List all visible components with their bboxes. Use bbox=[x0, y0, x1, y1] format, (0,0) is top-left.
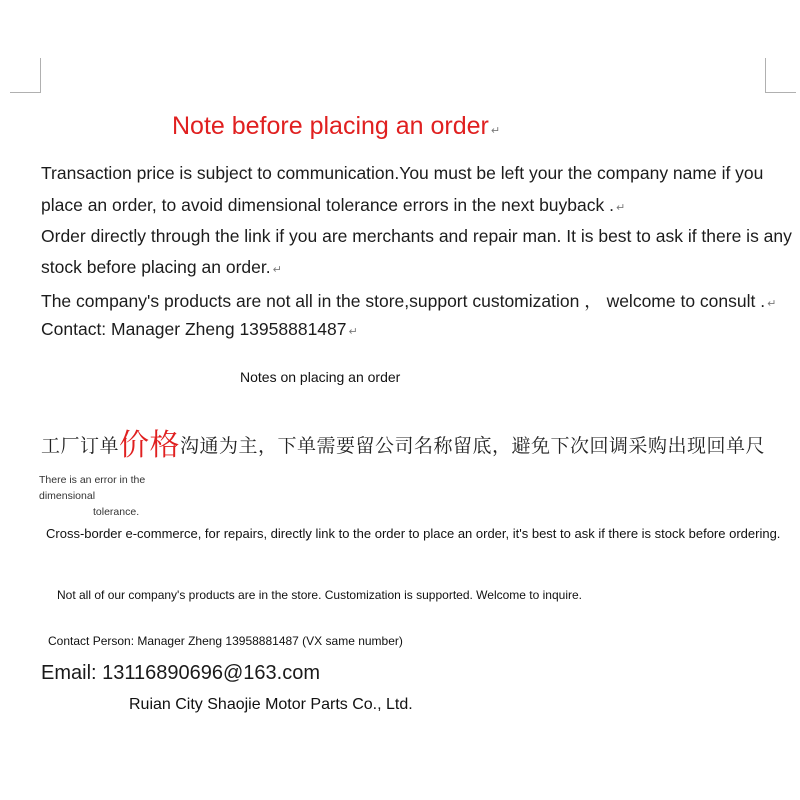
contact-person-note: Contact Person: Manager Zheng 13958881487 (VX same number) bbox=[48, 634, 403, 648]
page-corner-mark-right bbox=[765, 58, 796, 93]
paragraph-mark-icon: ↵ bbox=[615, 202, 626, 214]
tolerance-note: There is an error in the dimensional tolerance. bbox=[39, 474, 146, 518]
paragraph-mark-icon: ↵ bbox=[767, 298, 777, 310]
cross-border-note: Cross-border e-commerce, for repairs, directly link to the order to place an order, it's best to ask if there is stock before ordering. bbox=[46, 526, 781, 541]
chinese-notice-line: 工厂订单价格沟通为主，下单需要留公司名称留底，避免下次回调采购出现回单尺 bbox=[41, 428, 766, 463]
paragraph-line-5: The company's products are not all in the store,support customization ， welcome to consult . ↵ bbox=[41, 291, 777, 311]
page-corner-mark-left bbox=[10, 58, 41, 93]
company-name: Ruian City Shaojie Motor Parts Co., Ltd. bbox=[129, 696, 413, 713]
paragraph-mark-icon: ↵ bbox=[490, 125, 501, 137]
paragraph-line-3: Order directly through the link if you are merchants and repair man. It is best to ask if there is any bbox=[41, 226, 792, 246]
notes-heading: Notes on placing an order bbox=[240, 369, 401, 385]
contact-line: Contact: Manager Zheng 13958881487 ↵ bbox=[41, 319, 358, 339]
store-note: Not all of our company's products are in the store. Customization is supported. Welcome to inquire. bbox=[57, 588, 582, 602]
chinese-price-emphasis: 价格 bbox=[119, 428, 181, 463]
paragraph-line-2: place an order, to avoid dimensional tolerance errors in the next buyback . ↵ bbox=[41, 195, 626, 215]
paragraph-line-4: stock before placing an order. ↵ bbox=[41, 257, 282, 277]
paragraph-line-1: Transaction price is subject to communication.You must be left your the company name if you bbox=[41, 163, 764, 183]
paragraph-mark-icon: ↵ bbox=[272, 264, 282, 276]
email-line: Email: 13116890696@163.com bbox=[41, 662, 321, 684]
document-title: Note before placing an order ↵ bbox=[172, 112, 501, 140]
paragraph-mark-icon: ↵ bbox=[348, 326, 358, 338]
